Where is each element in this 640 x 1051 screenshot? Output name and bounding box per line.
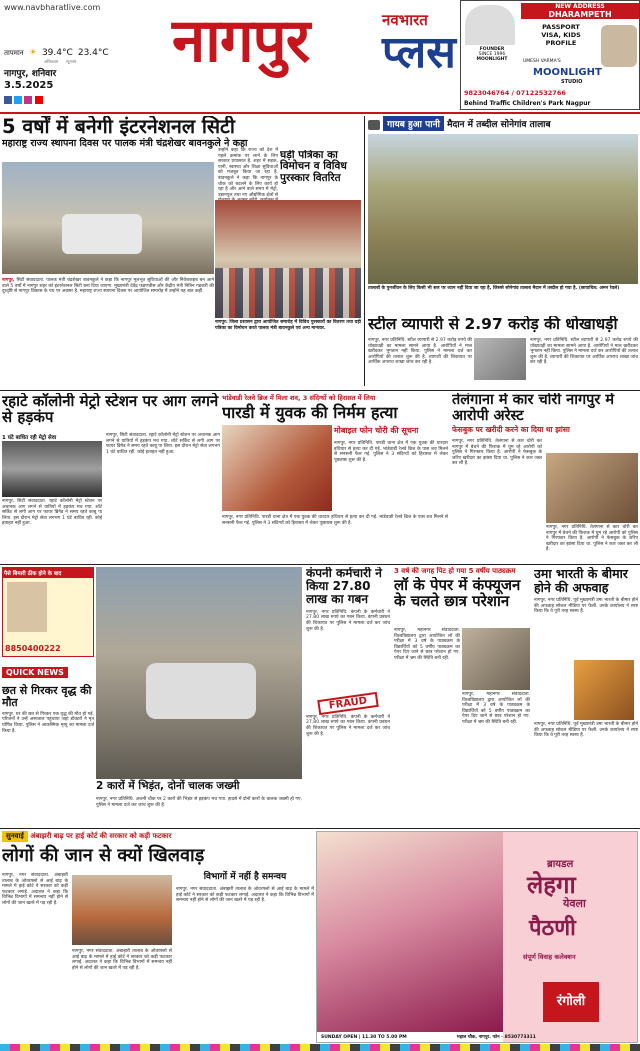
uma-body-2: नागपुर, नगर प्रतिनिधि. पूर्व मुख्यमंत्री उमा भारती के बीमार होने की अफवाह सोशल मीडिया पर फैली. उनके कार्यालय ने स्पष्ट किया कि वे पूरी तरह स्वस्थ हैं. <box>534 722 638 739</box>
instagram-icon[interactable] <box>24 96 32 104</box>
steel-story <box>368 316 638 390</box>
ad-person: UMESH VARMA'S <box>523 59 561 64</box>
lead-headline[interactable]: 5 वर्षों में बनेगी इंटरनेशनल सिटी <box>2 116 235 138</box>
quick-news <box>2 660 94 826</box>
lead-body <box>2 278 214 374</box>
masthead <box>0 0 640 112</box>
lead-subhead: महाराष्ट्र राज्य स्थापना दिवस पर पालक मंत्री चंद्रशेखर बावनकुले ने कहा <box>2 139 362 149</box>
paper-title: नागपुर <box>172 6 310 76</box>
fraud-body: नागपुर, नगर प्रतिनिधि. कंपनी के कर्मचारी ने 27.80 लाख रुपये का गबन किया. कंपनी प्रबंधन की शिकायत पर पुलिस ने मामला दर्ज कर जांच शुरू की है. <box>306 609 390 632</box>
founder-photo <box>465 5 515 45</box>
ghadi-photo <box>215 200 361 318</box>
brand-top: नवभारत <box>382 11 428 29</box>
ghadi-caption: नागपुर: जिला प्रशासन द्वारा आयोजित समारोह में विविध पुरस्कारों का वितरण तथा घड़ी पत्रिका का विमोचन करते पालक मंत्री बावनकुले एवं अन्य मान्यवर. <box>215 320 361 331</box>
temp-min-label: न्यूनतम <box>65 59 77 64</box>
talab-headline[interactable]: मैदान में तब्दील सोनेगांव तालाब <box>447 120 551 130</box>
ad-banner: NEW ADDRESS <box>555 3 605 10</box>
sun-icon: ☀ <box>28 48 37 58</box>
law-headline[interactable]: लॉ के पेपर में कंफ्यूजन के चलते छात्र परेशान <box>394 577 521 611</box>
metro-body: नागपुर, सिटी संवाददाता. रहाटे कॉलोनी मेट्रो स्टेशन पर अचानक आग लगने से यात्रियों में हड़कंप मच गया. शॉर्ट सर्किट से लगी आग पर फायर ब्रिगेड ने समय रहते काबू पा लिया. इस दौरान मेट्रो सेवा लगभग 1 घंटे बाधित रही. कोई हताहत नहीं हुआ. <box>2 499 102 527</box>
paradi-kicker: भांडेवाडी रेलवे ब्रिज में मिला शव, 3 संदिग्धों को हिरासत में लिया <box>222 394 376 402</box>
since-label: SINCE 1996 <box>478 52 506 57</box>
fraud-story <box>306 567 390 826</box>
site-url[interactable]: www.navbharatlive.com <box>4 3 101 12</box>
talab-story <box>368 116 638 314</box>
temp-max-label: अधिकतम <box>44 59 59 64</box>
dateline: नागपुर, <box>2 278 15 283</box>
talab-photo <box>368 134 638 284</box>
temp-min: 23.4°C <box>77 48 109 58</box>
hc-story <box>2 831 314 1043</box>
law-photo <box>462 628 530 690</box>
jeep-shape <box>62 214 142 254</box>
telangana-photo <box>546 453 638 523</box>
crash-story <box>96 567 302 826</box>
uma-headline[interactable]: उमा भारती के बीमार होने की अफवाह <box>534 567 628 595</box>
hc-sub: विभागों में नहीं है समन्वय <box>203 872 287 882</box>
brand-plus: प्लस <box>382 27 456 78</box>
metro-body-2: नागपुर, सिटी संवाददाता. रहाटे कॉलोनी मेट्रो स्टेशन पर अचानक आग लगने से यात्रियों में हड़कंप मच गया. शॉर्ट सर्किट से लगी आग पर फायर ब्रिगेड ने समय रहते काबू पा लिया. इस दौरान मेट्रो सेवा लगभग 1 घंटे बाधित रही. कोई हताहत नहीं हुआ. <box>106 433 220 455</box>
saree-title1: लेहगा <box>527 871 576 899</box>
uma-story <box>534 567 638 826</box>
lead-col2: उन्होंने कहा कि राज्य को देश में पहले क्रमांक पर लाने के लिए सरकार प्रयासरत है. शहर में सड़क, पानी, स्वास्थ्य और शिक्षा सुविधाओं को मजबूत किया जा रहा है. बावनकुले ने कहा कि नागपुर के चौक को बदलने के लिए कार्य हो रहा है और आने वाले समय में मेट्रो, उड़ानपुल तथा नए औद्योगिक क्षेत्रों से <box>218 148 278 198</box>
saree-tagline: संपूर्ण विवाह कलेक्शन <box>523 953 576 961</box>
saree-title3: पैठणी <box>529 916 576 941</box>
fraud-body-2: नागपुर, नगर प्रतिनिधि. कंपनी के कर्मचारी ने 27.80 लाख रुपये का गबन किया. कंपनी प्रबंधन की शिकायत पर पुलिस ने मामला दर्ज कर जांच शुरू की है. <box>306 714 390 737</box>
twitter-icon[interactable] <box>14 96 22 104</box>
law-kicker: 3 वर्ष की जगह पिट हो गया 5 वर्षीय पाठ्यक्रम <box>394 567 516 575</box>
telangana-body: नागपुर, नगर प्रतिनिधि. तेलंगाना से कार चोरी कर नागपुर में बेचने की फिराक में घूम रहे आरोपी को पुलिस ने गिरफ्तार किया है. आरोपी ने फेसबुक के जरिए खरीदार का झांसा दिया था. पुलिस ने कार जब्त कर ली है. <box>452 439 542 467</box>
law-headline-box <box>394 577 530 627</box>
hr-1 <box>0 390 640 391</box>
ad-line1: PASSPORT <box>542 23 580 31</box>
talab-tag: गायब हुआ पानी <box>383 116 444 131</box>
hc-body: नागपुर, नगर संवाददाता. अंबाझरी तालाब के ओवरफ्लो से आई बाढ़ के मामले में हाई कोर्ट ने सरकार को कड़ी फटकार लगाई. अदालत ने कहा कि विभिन्न विभागों में समन्वय नहीं होने से लोगों की जान खतरे में पड़ रही है. <box>2 873 68 906</box>
hc-headline[interactable]: लोगों की जान से क्यों खिलवाड़ <box>2 845 205 866</box>
saree-sunday: SUNDAY OPEN | 11.30 TO 5.00 PM <box>321 1035 407 1040</box>
paradi-body-2: नागपुर, नगर प्रतिनिधि. पारडी थाना क्षेत्र में एक युवक की धारदार हथियार से हत्या कर दी गई. भांडेवाडी रेलवे ब्रिज के पास शव मिलने से सनसनी फैल गई. पुलिस ने 3 संदिग्धों को हिरासत में लेकर पूछताछ शुरू की है. <box>222 515 448 526</box>
uma-photo <box>574 660 634 720</box>
camera-icon <box>368 120 380 130</box>
telangana-story <box>452 393 638 563</box>
model-photo <box>317 832 503 1032</box>
tiffin-ad[interactable] <box>2 567 94 657</box>
founder-label: FOUNDER <box>479 47 505 52</box>
ad-phones: 9823046764 / 07122532766 <box>464 89 566 97</box>
youtube-icon[interactable] <box>35 96 43 104</box>
metro-photo <box>2 441 102 497</box>
ghadi-headline-box <box>280 150 364 200</box>
temp-max: 39.4°C <box>41 48 73 58</box>
car-shape <box>146 663 256 719</box>
hc-tag: सुनवाई <box>2 831 28 842</box>
law-body: नागपुर, महानगर संवाददाता. विश्वविद्यालय द्वारा आयोजित लॉ की परीक्षा में 3 वर्ष के पाठ्यक्रम के विद्यार्थियों को 5 वर्षीय पाठ्यक्रम का पेपर दिए जाने से छात्र परेशान हो गए. परीक्षा में भ्रम की स्थिति बनी रही. <box>394 628 460 661</box>
paradi-sub: मोबाइल फोन चोरी की सूचना <box>334 426 419 435</box>
hr-3 <box>0 828 640 829</box>
temp-label: तापमान <box>4 49 24 57</box>
saree-address: महाल चौक, नागपुर. फोन - 8530773311 <box>457 1035 536 1040</box>
ad-line3: PROFILE <box>545 39 577 47</box>
fraud-stamp: FRAUD <box>317 692 379 715</box>
saree-title2: येवला <box>563 897 586 910</box>
paradi-story <box>222 393 448 563</box>
print-marks <box>0 1044 640 1051</box>
saree-store: रंगोली <box>543 982 599 1022</box>
city-day: नागपुर, शनिवार <box>4 69 57 79</box>
crash-photo <box>96 567 302 779</box>
telangana-headline[interactable]: तेलंगाना में कार चोरी नागपुर में आरोपी अरेस्ट <box>452 393 615 424</box>
steel-body-2: नागपुर, नगर प्रतिनिधि. स्टील व्यापारी से 2.97 करोड़ रुपये की धोखाधड़ी का मामला सामने आया है. आरोपियों ने माल खरीदकर भुगतान नहीं किया. पुलिस ने मामला दर्ज कर आरोपियों की तलाश शुरू की है. व्यापारी की शिकायत पर आर्थिक अपराध शाखा जांच कर रही है. <box>530 338 638 366</box>
ghadi-headline[interactable]: घड़ी पत्रिका का विमोचन व विविध पुरस्कार वितरित <box>280 150 347 184</box>
hr-2 <box>0 564 640 565</box>
uma-body: नागपुर, नगर प्रतिनिधि. पूर्व मुख्यमंत्री उमा भारती के बीमार होने की अफवाह सोशल मीडिया पर फैली. उनके कार्यालय ने स्पष्ट किया कि वे पूरी तरह स्वस्थ हैं. <box>534 598 638 615</box>
crash-headline[interactable]: 2 कारों में भिड़ंत, दोनों चालक जख्मी <box>96 780 240 792</box>
hc-kicker: अंबाझरी बाढ़ पर हाई कोर्ट की सरकार को कड़ी फटकार <box>30 832 172 840</box>
tiffin-line1: पैसे बिमारी ठीक होने के बाद <box>3 568 93 578</box>
fraud-headline[interactable]: कंपनी कर्मचारी ने किया 27.80 लाख का गबन <box>306 567 382 606</box>
ad-address: Behind Traffic Children's Park Nagpur <box>464 100 591 107</box>
paradi-headline[interactable]: पारडी में युवक की निर्मम हत्या <box>222 403 398 422</box>
hc-body-3: नागपुर, नगर संवाददाता. अंबाझरी तालाब के ओवरफ्लो से आई बाढ़ के मामले में हाई कोर्ट ने सरकार को कड़ी फटकार लगाई. अदालत ने कहा कि विभिन्न विभागों में समन्वय नहीं होने से लोगों की जान खतरे में पड़ रही है. <box>176 887 314 904</box>
col-divider-1 <box>364 116 365 386</box>
ad-studio-sub: STUDIO <box>561 79 583 85</box>
talab-caption: तालाबों के पुनर्जीवन के लिए किसी भी स्तर पर ध्यान नहीं दिया जा रहा है, जिससे सोनेगांव तालाब मैदान में तब्दील हो गया है. (छायाचित्र: अमन रेवले) <box>368 286 620 291</box>
quick-headline[interactable]: छत से गिरकर वृद्ध की मौत <box>2 684 92 709</box>
crash-body: नागपुर, नगर प्रतिनिधि. अजनी चौक पर 2 कारों की भिड़ंत से हड़कंप मच गया. हादसे में दोनों कारों के चालक जख्मी हो गए. पुलिस ने मामला दर्ज कर जांच शुरू की है. <box>96 797 302 808</box>
hc-kicker-row <box>2 831 314 842</box>
telangana-sub: फेसबुक पर खरीदी करने का दिया था झांसा <box>452 425 570 435</box>
talab-header <box>368 116 638 132</box>
ad-location: DHARAMPETH <box>548 10 612 19</box>
old-studio: MOONLIGHT <box>476 57 508 62</box>
metro-photo-caption: 1 घंटे बाधित रही मेट्रो सेवा <box>2 435 57 441</box>
masthead-divider <box>0 112 640 114</box>
facebook-icon[interactable] <box>4 96 12 104</box>
child-photo <box>601 25 637 67</box>
steel-photo <box>474 338 526 380</box>
steel-headline[interactable]: स्टील व्यापारी से 2.97 करोड़ की धोखाधड़ी <box>368 316 618 333</box>
saree-ad[interactable] <box>316 831 638 1043</box>
law-body-2: नागपुर, महानगर संवाददाता. विश्वविद्यालय द्वारा आयोजित लॉ की परीक्षा में 3 वर्ष के पाठ्यक्रम के विद्यार्थियों को 5 वर्षीय पाठ्यक्रम का पेपर दिए जाने से छात्र परेशान हो गए. परीक्षा में भ्रम की स्थिति बनी रही. <box>462 692 530 725</box>
ad-studio: MOONLIGHT <box>533 67 602 78</box>
paradi-body: नागपुर, नगर प्रतिनिधि. पारडी थाना क्षेत्र में एक युवक की धारदार हथियार से हत्या कर दी गई. भांडेवाडी रेलवे ब्रिज के पास शव मिलने से सनसनी फैल गई. पुलिस ने 3 संदिग्धों को हिरासत में लेकर पूछताछ शुरू की है. <box>334 441 448 463</box>
tiffin-photo <box>7 582 47 632</box>
quick-news-label: QUICK NEWS <box>2 667 68 678</box>
tiffin-phone: 8850400222 <box>5 644 61 653</box>
paradi-illustration <box>222 425 332 511</box>
moonlight-ad[interactable] <box>460 0 640 110</box>
lead-photo <box>2 162 214 274</box>
app-icons <box>4 96 43 106</box>
steel-body: नागपुर, नगर प्रतिनिधि. स्टील व्यापारी से 2.97 करोड़ रुपये की धोखाधड़ी का मामला सामने आया है. आरोपियों ने माल खरीदकर भुगतान नहीं किया. पुलिस ने मामला दर्ज कर आरोपियों की तलाश शुरू की है. व्यापारी की शिकायत पर आर्थिक अपराध शाखा जांच कर रही है. <box>368 338 472 366</box>
metro-headline[interactable]: रहाटे कॉलोनी मेट्रो स्टेशन पर आग लगने से हड़कंप <box>2 393 219 427</box>
saree-brand-small: ब्रायडल <box>547 859 574 870</box>
metro-story <box>2 393 220 563</box>
edition-date: 3.5.2025 <box>4 80 54 91</box>
quick-body: नागपुर. घर की छत से गिरकर एक वृद्ध की मौत हो गई. परिजनों ने उन्हें अस्पताल पहुंचाया जहां डॉक्टरों ने मृत घोषित किया. पुलिस ने आकस्मिक मृत्यु का मामला दर्ज किया है. <box>2 711 94 734</box>
lead-body-text: सिटी संवाददाता. पालक मंत्री चंद्रशेखर बावनकुले ने कहा कि नागपुर मूलभूत सुविधाओं की और निवेशकहब बन आने वाले 5 वर्षों में नागपुर शहर को इंटरनेशनल सिटी बना दिया जाएगा. मुख्यमंत्री देवेंद्र फडणवीस और केंद्रीय मंत्री नितिन गडकरी की दूरदृष्टि से नागपुर विकास के पथ पर अग्रसर है. महाराष्ट्र राज्य स्थापना दिवस पर आयोजित समारोह में उन्होंने यह बात कही. <box>2 278 214 295</box>
weather-panel <box>4 40 114 65</box>
ad-line2: VISA, KIDS <box>541 31 581 39</box>
hc-body-2: नागपुर, नगर संवाददाता. अंबाझरी तालाब के ओवरफ्लो से आई बाढ़ के मामले में हाई कोर्ट ने सरकार को कड़ी फटकार लगाई. अदालत ने कहा कि विभिन्न विभागों में समन्वय नहीं होने से लोगों की जान खतरे में पड़ रही है. <box>72 949 172 971</box>
telangana-body-2: नागपुर, नगर प्रतिनिधि. तेलंगाना से कार चोरी कर नागपुर में बेचने की फिराक में घूम रहे आरोपी को पुलिस ने गिरफ्तार किया है. आरोपी ने फेसबुक के जरिए खरीदार का झांसा दिया था. पुलिस ने कार जब्त कर ली है. <box>546 525 638 553</box>
hc-photo <box>72 875 172 945</box>
